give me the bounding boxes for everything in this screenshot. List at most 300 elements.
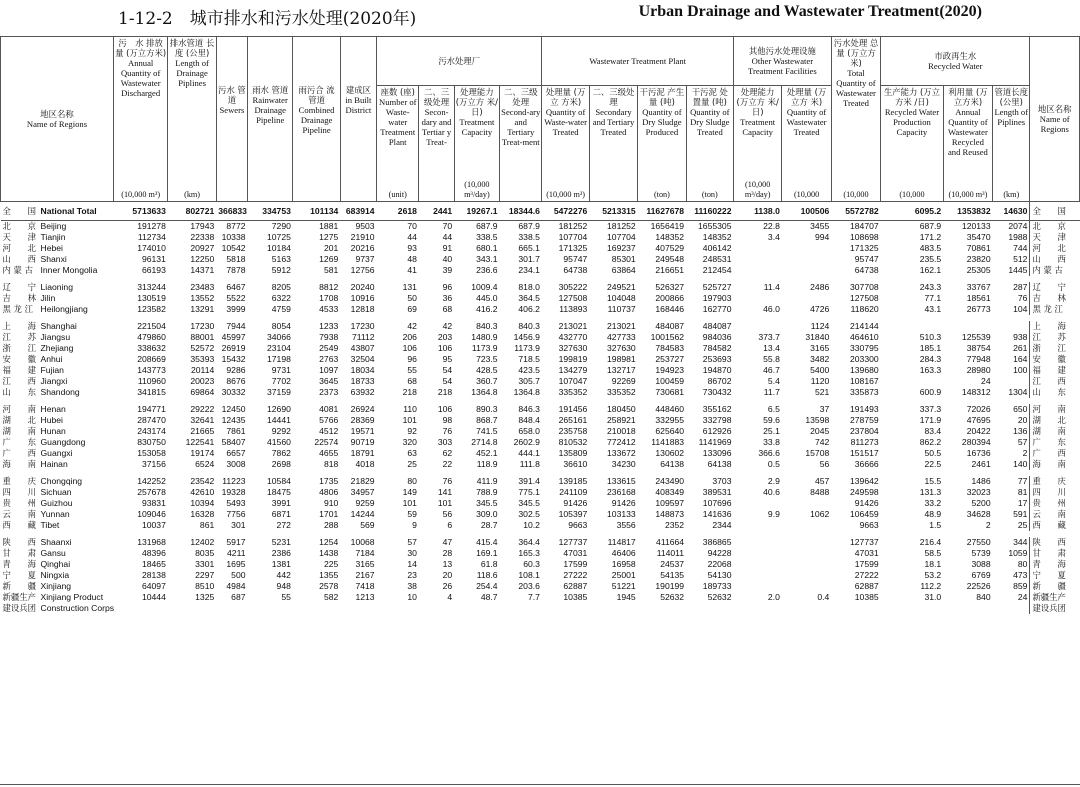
- data-cell: 136: [1013, 426, 1028, 436]
- data-cell: 68: [442, 304, 453, 314]
- region-name-en: Inner Mongolia: [40, 265, 98, 275]
- data-cell: 112.2: [920, 581, 942, 591]
- data-cell: 868.7: [476, 415, 498, 425]
- data-cell: 1097: [319, 365, 339, 375]
- data-cell: 650: [1013, 404, 1028, 414]
- data-cell: 103133: [607, 509, 636, 519]
- data-cell: 12402: [190, 537, 215, 547]
- data-cell: 40: [442, 254, 453, 264]
- data-cell: 181252: [558, 221, 588, 231]
- region-name-cn: 江 苏: [2, 332, 36, 342]
- data-cell: 257678: [137, 487, 166, 497]
- region-name-cell: [1, 498, 114, 509]
- data-cell: 107047: [558, 376, 588, 386]
- data-cell: 91426: [611, 498, 636, 508]
- data-cell: 1275: [319, 232, 339, 242]
- data-cell: 139185: [558, 476, 588, 486]
- data-cell: 113893: [559, 304, 588, 314]
- data-cell: 194870: [702, 365, 732, 375]
- data-cell: 406.2: [518, 304, 540, 314]
- data-cell: 123582: [137, 304, 166, 314]
- data-cell: 521: [814, 387, 830, 397]
- data-cell: 625640: [655, 426, 685, 436]
- data-cell: 122541: [185, 437, 215, 447]
- data-cell: 46.0: [763, 304, 780, 314]
- data-cell: 14371: [190, 265, 215, 275]
- data-cell: 411664: [656, 537, 685, 547]
- table-row: [1, 254, 1080, 265]
- region-name-cell: [1, 343, 114, 354]
- data-cell: 94228: [707, 548, 732, 558]
- data-cell: 327630: [558, 343, 588, 353]
- data-cell: 53.2: [924, 570, 942, 580]
- region-name-right: 辽 宁: [1030, 282, 1080, 293]
- region-name-right: 甘 肃: [1030, 548, 1080, 559]
- data-cell: 280394: [961, 437, 991, 447]
- data-cell: 106459: [850, 509, 879, 519]
- data-cell: 1269: [319, 254, 339, 264]
- table-row: [1, 520, 1080, 531]
- data-cell: 236.6: [476, 265, 498, 275]
- data-cell: 12690: [266, 404, 291, 414]
- recycled-capacity-header: 生产能力 (万立方米 /日) Recycled Water Production Capacity (10,000: [881, 86, 944, 202]
- data-cell: 0.5: [767, 459, 780, 469]
- data-cell: 91: [442, 243, 453, 253]
- data-cell: 110737: [607, 304, 636, 314]
- region-name-cn: 湖 北: [2, 415, 36, 425]
- data-cell: 448460: [655, 404, 685, 414]
- region-name-right: 宁 夏: [1030, 570, 1080, 581]
- data-cell: 24: [981, 376, 991, 386]
- data-cell: 19571: [350, 426, 375, 436]
- data-cell: 687.9: [518, 221, 540, 231]
- data-cell: 408349: [655, 487, 685, 497]
- data-cell: 1304: [1008, 387, 1028, 397]
- data-cell: 162770: [702, 304, 732, 314]
- data-cell: 512: [1013, 254, 1028, 264]
- data-cell: 5912: [271, 265, 291, 275]
- data-cell: 139680: [850, 365, 879, 375]
- data-cell: 416.2: [476, 304, 498, 314]
- data-cell: 20240: [350, 282, 375, 292]
- region-name-cn: 河 北: [2, 243, 36, 253]
- data-cell: 10542: [221, 243, 246, 253]
- data-cell: 4726: [810, 304, 830, 314]
- data-cell: 784583: [655, 343, 685, 353]
- data-cell: 56: [819, 459, 830, 469]
- data-cell: 2618: [377, 202, 419, 221]
- region-name-en: Guizhou: [40, 498, 73, 508]
- region-name-cell: [1, 354, 114, 365]
- data-cell: 96131: [141, 254, 166, 264]
- combined-header: 雨污合 流管道 Combined Drainage Pipeline: [293, 37, 340, 202]
- data-cell: 101134: [293, 202, 340, 221]
- data-cell: 54130: [707, 570, 732, 580]
- data-cell: 61.8: [480, 559, 498, 569]
- data-cell: 18034: [350, 365, 375, 375]
- data-cell: [454, 603, 499, 614]
- region-name-cell: [1, 365, 114, 376]
- region-name-cell: [1, 282, 114, 293]
- data-cell: 148312: [961, 387, 991, 397]
- data-cell: 225: [323, 559, 339, 569]
- data-cell: 5200: [971, 498, 991, 508]
- data-cell: 3008: [226, 459, 246, 469]
- data-cell: 30332: [221, 387, 246, 397]
- region-name-cn: 全 国: [2, 206, 36, 216]
- data-cell: 28138: [141, 570, 166, 580]
- data-cell: 744: [1013, 243, 1028, 253]
- data-cell: 191278: [137, 221, 166, 231]
- region-name-cell: [1, 548, 114, 559]
- data-cell: 36: [442, 293, 453, 303]
- region-name-right: 内 蒙 古: [1030, 265, 1080, 276]
- region-name-en: Sichuan: [40, 487, 72, 497]
- data-cell: 360.7: [476, 376, 498, 386]
- data-cell: 23542: [190, 476, 215, 486]
- data-cell: 90719: [350, 437, 375, 447]
- data-cell: 26919: [221, 343, 246, 353]
- data-cell: 33767: [966, 282, 991, 292]
- region-name-right: 河 北: [1030, 243, 1080, 254]
- data-cell: 77.1: [924, 293, 942, 303]
- data-cell: 64097: [141, 581, 166, 591]
- data-cell: [782, 265, 831, 276]
- region-name-cell: [1, 243, 114, 254]
- region-name-right: 广 西: [1030, 448, 1080, 459]
- data-cell: 24: [1017, 592, 1028, 602]
- region-name-cn: 辽 宁: [2, 282, 36, 292]
- recycled-pipe-header: 管道长度 (公里) Length of Piplines (km): [993, 86, 1030, 202]
- data-cell: 185.1: [919, 343, 942, 353]
- data-cell: [831, 603, 880, 614]
- data-cell: 21829: [350, 476, 375, 486]
- data-cell: 108698: [850, 232, 879, 242]
- data-cell: 303: [437, 437, 453, 447]
- data-cell: 10385: [854, 592, 879, 602]
- data-cell: [782, 581, 831, 592]
- data-cell: 741.5: [476, 426, 498, 436]
- data-cell: 131968: [137, 537, 166, 547]
- capacity-header: 处理能力 (万立方 米/日) Treatment Capacity (10,000 m³/day): [454, 86, 499, 202]
- data-cell: 52572: [190, 343, 215, 353]
- data-cell: 34066: [266, 332, 291, 342]
- data-cell: 10037: [141, 520, 166, 530]
- data-cell: 162.1: [919, 265, 942, 275]
- data-cell: 811273: [850, 437, 879, 447]
- data-cell: 5.4: [767, 376, 780, 386]
- data-cell: 46406: [611, 548, 636, 558]
- data-cell: 364.4: [518, 537, 540, 547]
- data-cell: 5572782: [831, 202, 880, 221]
- data-cell: 1138.0: [733, 202, 781, 221]
- data-cell: 8054: [271, 321, 291, 331]
- data-cell: 772412: [607, 437, 636, 447]
- data-cell: 6467: [226, 282, 246, 292]
- data-cell: 1655305: [698, 221, 732, 231]
- data-cell: 28369: [350, 415, 375, 425]
- table-row: [1, 321, 1080, 332]
- data-cell: 337.3: [919, 404, 942, 414]
- region-name-cn: 江 西: [2, 376, 36, 386]
- region-name-cn: 新 疆: [2, 581, 36, 591]
- data-cell: 134279: [558, 365, 588, 375]
- data-cell: 8205: [271, 282, 291, 292]
- data-cell: 1173.9: [471, 343, 498, 353]
- data-cell: 444.1: [518, 448, 540, 458]
- data-cell: 7184: [355, 548, 375, 558]
- data-cell: 3301: [195, 559, 215, 569]
- data-cell: 1486: [971, 476, 991, 486]
- data-cell: 569: [360, 520, 375, 530]
- data-cell: 169.1: [476, 548, 498, 558]
- data-cell: 1381: [271, 559, 291, 569]
- data-cell: 76: [442, 426, 453, 436]
- data-cell: 234.1: [518, 265, 540, 275]
- data-cell: [733, 559, 781, 570]
- data-cell: 5472276: [542, 202, 589, 221]
- data-cell: 338632: [137, 343, 166, 353]
- region-name-cn: 陕 西: [2, 537, 36, 547]
- region-name-right: 四 川: [1030, 487, 1080, 498]
- data-cell: [733, 243, 781, 254]
- data-cell: 57: [1017, 437, 1028, 447]
- table-row: [1, 282, 1080, 293]
- data-cell: 1701: [319, 509, 339, 519]
- data-cell: 111.8: [519, 459, 540, 469]
- data-cell: 861: [199, 520, 215, 530]
- region-name-cn: 福 建: [2, 365, 36, 375]
- sludge-produced-header: 干污泥 产生量 (吨) Quantity of Dry Sludge Produced (ton): [638, 86, 686, 202]
- data-cell: 2386: [271, 548, 291, 558]
- region-name-en: Henan: [40, 404, 66, 414]
- region-name-cell: [1, 415, 114, 426]
- region-name-cell: [1, 321, 114, 332]
- table-row: [1, 603, 1080, 614]
- data-cell: 191493: [850, 404, 879, 414]
- data-cell: 17943: [190, 221, 215, 231]
- data-cell: 58.5: [924, 548, 942, 558]
- data-cell: 3.4: [767, 232, 780, 242]
- data-cell: 1364.8: [513, 387, 540, 397]
- data-cell: 2441: [419, 202, 454, 221]
- data-cell: 9.9: [767, 509, 780, 519]
- data-cell: 35393: [190, 354, 215, 364]
- data-cell: 22: [442, 459, 453, 469]
- region-name-right: 海 南: [1030, 459, 1080, 470]
- data-cell: 85301: [611, 254, 636, 264]
- data-cell: 2461: [971, 459, 991, 469]
- data-cell: 10916: [350, 293, 375, 303]
- data-cell: 8812: [319, 282, 339, 292]
- data-cell: 10584: [266, 476, 291, 486]
- region-name-cell: [1, 376, 114, 387]
- region-name-cn: 山 东: [2, 387, 36, 397]
- data-cell: [943, 321, 992, 332]
- data-cell: 95: [442, 354, 453, 364]
- data-cell: 77948: [966, 354, 991, 364]
- data-cell: 13: [442, 559, 453, 569]
- region-name-cn: 西 藏: [2, 520, 36, 530]
- data-cell: 58407: [221, 437, 246, 447]
- data-cell: 17230: [350, 321, 375, 331]
- data-cell: 457: [814, 476, 830, 486]
- data-cell: 19267.1: [454, 202, 499, 221]
- data-cell: 62887: [854, 581, 879, 591]
- table-row: [1, 459, 1080, 470]
- data-cell: 658.0: [518, 426, 540, 436]
- table-row: [1, 232, 1080, 243]
- data-cell: 22068: [707, 559, 732, 569]
- data-cell: 127737: [558, 537, 588, 547]
- capacity-secondary-header: 二、三级处理 Second-ary and Tertiary Treat-ment: [500, 86, 542, 202]
- region-name-cn: 贵 州: [2, 498, 36, 508]
- data-cell: 149: [402, 487, 417, 497]
- region-name-cell: [1, 603, 114, 614]
- data-cell: 110960: [137, 376, 166, 386]
- region-name-cell: [1, 332, 114, 343]
- data-cell: 1988: [1008, 232, 1028, 242]
- region-name-right: 广 东: [1030, 437, 1080, 448]
- data-cell: 92: [407, 426, 417, 436]
- data-cell: 93: [407, 243, 417, 253]
- data-cell: [419, 603, 454, 614]
- data-cell: 1062: [810, 509, 830, 519]
- region-name-right: 江 西: [1030, 376, 1080, 387]
- data-cell: 11223: [222, 476, 246, 486]
- data-cell: 108167: [850, 376, 879, 386]
- bottom-rule: [0, 784, 1080, 785]
- data-cell: 249521: [607, 282, 636, 292]
- data-cell: 25: [407, 459, 417, 469]
- data-cell: 10184: [266, 243, 291, 253]
- data-cell: 22.5: [924, 459, 942, 469]
- region-name-cn: 广 西: [2, 448, 36, 458]
- data-cell: 278759: [850, 415, 879, 425]
- data-cell: 484087: [702, 321, 732, 331]
- data-cell: 34230: [611, 459, 636, 469]
- data-cell: 17: [1017, 498, 1028, 508]
- data-cell: 148352: [655, 232, 685, 242]
- data-cell: 1254: [319, 537, 339, 547]
- data-cell: 106: [402, 343, 417, 353]
- region-name-en: Xinjiang Product: [40, 592, 104, 602]
- data-cell: 88001: [190, 332, 215, 342]
- data-cell: 11.7: [763, 387, 780, 397]
- region-name-cn: 四 川: [2, 487, 36, 497]
- data-cell: 171325: [558, 243, 588, 253]
- region-name-cn: 湖 南: [2, 426, 36, 436]
- data-cell: 253727: [655, 354, 685, 364]
- data-cell: [733, 498, 781, 509]
- data-cell: [248, 603, 293, 614]
- table-row: [1, 265, 1080, 276]
- other-capacity-header: 处理能力 (万立方 米/日) Treatment Capacity (10,000 m³/day): [733, 86, 781, 202]
- data-cell: 2.9: [767, 476, 780, 486]
- data-cell: 432770: [558, 332, 588, 342]
- region-name-right: 新 疆: [1030, 581, 1080, 592]
- data-cell: 96: [442, 282, 453, 292]
- region-name-cell: [1, 437, 114, 448]
- table-row: [1, 304, 1080, 315]
- data-cell: 1141969: [698, 437, 732, 447]
- data-cell: 200866: [655, 293, 685, 303]
- data-cell: 11160222: [686, 202, 733, 221]
- region-name-cn: 海 南: [2, 459, 36, 469]
- data-cell: 5400: [810, 365, 830, 375]
- data-cell: [733, 321, 781, 332]
- data-cell: 60.3: [523, 559, 540, 569]
- data-cell: 107704: [607, 232, 636, 242]
- data-cell: 9503: [355, 221, 375, 231]
- data-cell: 994: [814, 232, 830, 242]
- data-cell: 141: [437, 487, 453, 497]
- data-cell: 302.5: [518, 509, 540, 519]
- region-name-cell: [1, 293, 114, 304]
- data-cell: 345.5: [476, 498, 498, 508]
- data-cell: [168, 603, 216, 614]
- data-cell: 9663: [568, 520, 588, 530]
- data-cell: 683914: [340, 202, 376, 221]
- data-cell: 5818: [226, 254, 246, 264]
- data-cell: 241109: [559, 487, 588, 497]
- data-cell: 18.1: [924, 559, 942, 569]
- region-name-cell: [1, 304, 114, 315]
- data-cell: 1438: [319, 548, 339, 558]
- data-cell: 1233: [319, 321, 339, 331]
- data-cell: 52632: [660, 592, 685, 602]
- data-cell: 21665: [190, 426, 215, 436]
- data-cell: 135809: [558, 448, 588, 458]
- data-cell: 95747: [563, 254, 588, 264]
- data-cell: 56: [442, 509, 453, 519]
- data-cell: 140: [1013, 459, 1028, 469]
- region-name-en: Liaoning: [40, 282, 73, 292]
- region-name-cell: [1, 476, 114, 487]
- data-cell: 3556: [616, 520, 636, 530]
- data-cell: 1480.9: [471, 332, 498, 342]
- data-cell: 7418: [355, 581, 375, 591]
- data-cell: 313244: [137, 282, 166, 292]
- data-cell: 41: [407, 265, 417, 275]
- data-cell: 484087: [655, 321, 685, 331]
- data-cell: 210018: [607, 426, 636, 436]
- data-cell: 133615: [607, 476, 636, 486]
- data-cell: 500: [231, 570, 246, 580]
- data-cell: 9: [412, 520, 417, 530]
- region-name-cn: 甘 肃: [2, 548, 36, 558]
- data-cell: 131: [402, 282, 417, 292]
- data-cell: 334753: [248, 202, 293, 221]
- data-cell: 723.5: [476, 354, 498, 364]
- region-right-header: 地区名称 Name of Regions: [1030, 37, 1080, 202]
- region-name-cell: [1, 537, 114, 548]
- data-cell: 3455: [810, 221, 830, 231]
- data-cell: 1353832: [943, 202, 992, 221]
- data-cell: 389531: [702, 487, 732, 497]
- data-cell: 69: [407, 304, 417, 314]
- data-cell: 2: [985, 520, 991, 530]
- region-name-right: 山 西: [1030, 254, 1080, 265]
- data-cell: 218: [402, 387, 417, 397]
- data-cell: 127508: [558, 293, 588, 303]
- data-cell: 2344: [712, 520, 732, 530]
- data-cell: 107696: [702, 498, 732, 508]
- data-cell: 47031: [563, 548, 588, 558]
- data-cell: [500, 603, 542, 614]
- data-cell: 10444: [141, 592, 166, 602]
- data-cell: 3088: [971, 559, 991, 569]
